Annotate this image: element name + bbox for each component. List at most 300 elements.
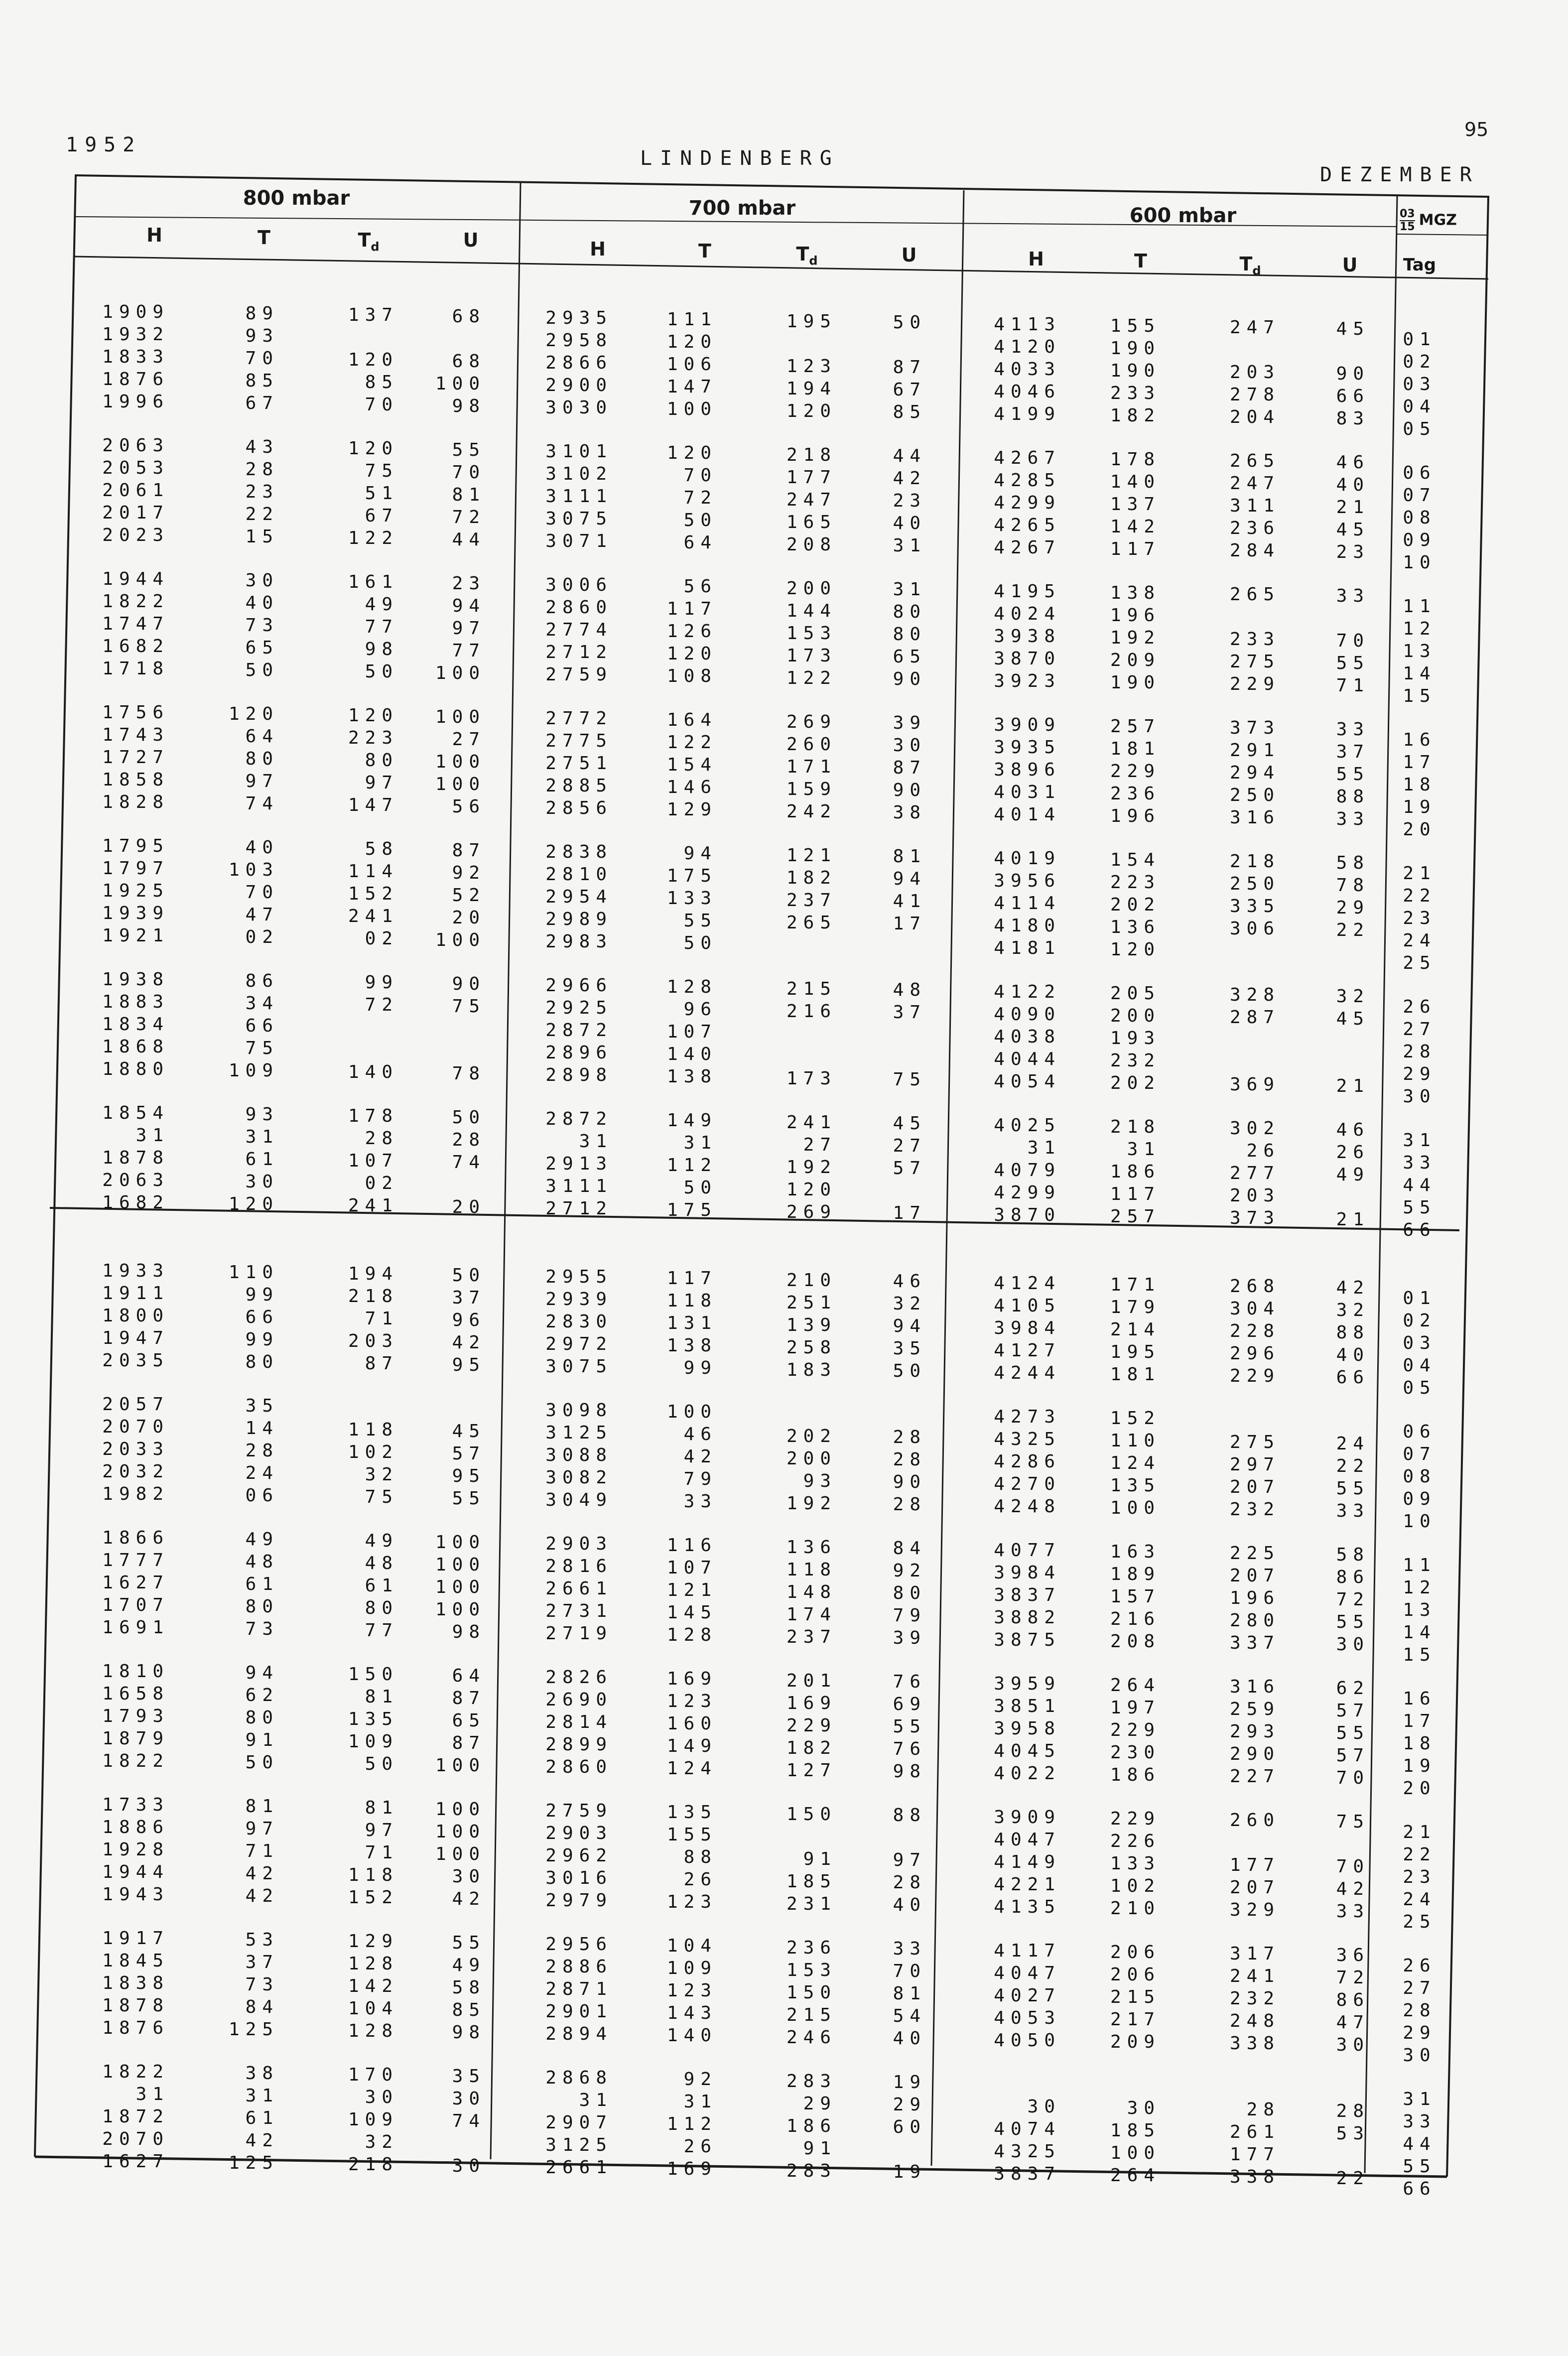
cell-p700-td: 200 (786, 1448, 837, 1469)
cell-p700-td: 200 (786, 578, 837, 599)
cell-p800-t: 70 (245, 882, 279, 903)
cell-p700-h: 3030 (545, 397, 613, 418)
cell-p700-t: 26 (683, 1869, 717, 1890)
cell-p800-td: 85 (365, 372, 398, 393)
cell-p600-u: 71 (1336, 675, 1370, 696)
cell-p600-u: 47 (1336, 2012, 1370, 2033)
cell-p600-td: 294 (1229, 763, 1280, 783)
cell-tag: 28 (1403, 2000, 1437, 2021)
cell-p800-t: 81 (245, 1796, 279, 1817)
cell-p700-t: 26 (683, 2136, 717, 2157)
cell-p800-h: 1925 (102, 881, 169, 901)
cell-p800-td: 152 (348, 884, 398, 904)
cell-p600-u: 62 (1336, 1678, 1370, 1699)
cell-p700-td: 192 (786, 1493, 837, 1514)
cell-p800-h: 1917 (102, 1928, 169, 1949)
cell-p700-u: 40 (893, 2028, 926, 2049)
cell-p800-td: 49 (365, 1531, 398, 1551)
cell-p600-u: 22 (1336, 1456, 1370, 1476)
cell-p700-h: 2935 (545, 308, 613, 328)
cell-tag: 27 (1403, 1978, 1437, 1998)
cell-p600-h: 4124 (994, 1273, 1061, 1294)
cell-p700-t: 31 (683, 1133, 717, 1153)
cell-p600-u: 53 (1336, 2123, 1370, 2144)
cell-p600-t: 190 (1110, 672, 1161, 693)
cell-p700-t: 107 (666, 1558, 717, 1578)
cell-p700-h: 2830 (545, 1311, 613, 1332)
cell-p700-td: 150 (786, 1982, 837, 2003)
cell-p800-h: 2023 (102, 525, 169, 545)
cell-p800-t: 61 (245, 1149, 279, 1170)
cell-p800-u: 30 (452, 1866, 486, 1887)
cell-p700-u: 17 (893, 1203, 926, 1223)
cell-p600-t: 181 (1110, 739, 1161, 759)
cell-p800-t: 86 (245, 971, 279, 991)
cell-p600-td: 227 (1229, 1766, 1280, 1787)
cell-p700-h: 2860 (545, 1757, 613, 1777)
cell-p800-t: 40 (245, 837, 279, 858)
cell-p800-t: 94 (245, 1663, 279, 1683)
cell-p600-t: 102 (1110, 1876, 1161, 1896)
cell-p600-h: 4025 (994, 1115, 1061, 1136)
cell-p800-u: 70 (452, 462, 486, 483)
cell-p700-t: 100 (666, 399, 717, 419)
cell-tag: 19 (1403, 797, 1437, 817)
cell-p800-td: 107 (348, 1151, 398, 1171)
cell-p700-h: 2872 (545, 1020, 613, 1041)
cell-p600-u: 55 (1336, 1612, 1370, 1632)
cell-p800-t: 31 (245, 1127, 279, 1147)
cell-p800-t: 50 (245, 1752, 279, 1773)
cell-p700-t: 138 (666, 1066, 717, 1087)
cell-p600-u: 57 (1336, 1701, 1370, 1721)
cell-p600-t: 233 (1110, 383, 1161, 403)
cell-p800-h: 1944 (102, 1862, 169, 1882)
cell-p600-h: 4127 (994, 1340, 1061, 1361)
cell-p800-h: 2061 (102, 480, 169, 501)
cell-p700-td: 283 (786, 2071, 837, 2092)
cell-p800-t: 47 (245, 905, 279, 925)
cell-p600-h: 4325 (994, 2141, 1061, 2162)
cell-p700-t: 129 (666, 799, 717, 820)
cell-p600-t: 31 (1127, 1139, 1161, 1160)
cell-p800-u: 77 (452, 641, 486, 661)
cell-p600-h: 4273 (994, 1407, 1061, 1427)
cell-p700-t: 94 (683, 843, 717, 864)
cell-p700-h: 2856 (545, 798, 613, 818)
cell-p700-u: 50 (893, 1361, 926, 1381)
cell-p600-td: 317 (1229, 1944, 1280, 1964)
cell-p600-u: 66 (1336, 386, 1370, 406)
cell-p800-h: 2070 (102, 1417, 169, 1437)
cell-p800-t: 30 (245, 1172, 279, 1192)
cell-p700-t: 140 (666, 2025, 717, 2046)
cell-p800-td: 98 (365, 639, 398, 659)
cell-tag: 55 (1403, 2156, 1437, 2177)
cell-p800-td: 178 (348, 1106, 398, 1126)
cell-p700-t: 108 (666, 666, 717, 686)
cell-p800-u: 65 (452, 1710, 486, 1731)
cell-p700-td: 237 (786, 1627, 837, 1647)
cell-p600-td: 265 (1229, 584, 1280, 605)
cell-p700-h: 2774 (545, 620, 613, 640)
cell-tag: 27 (1403, 1019, 1437, 1040)
cell-p700-td: 136 (786, 1537, 837, 1558)
cell-p800-t: 80 (245, 1352, 279, 1372)
cell-p700-td: 182 (786, 1738, 837, 1758)
cell-p700-h: 3125 (545, 1423, 613, 1443)
cell-p600-h: 4113 (994, 314, 1061, 335)
cell-tag: 05 (1403, 1378, 1437, 1398)
cell-p800-h: 1682 (102, 636, 169, 656)
cell-p700-td: 231 (786, 1894, 837, 1914)
cell-p800-td: 51 (365, 483, 398, 504)
cell-p700-t: 99 (683, 1358, 717, 1378)
cell-p600-h: 4019 (994, 848, 1061, 869)
cell-p600-t: 135 (1110, 1475, 1161, 1496)
cell-p700-u: 50 (893, 312, 926, 333)
cell-tag: 01 (1403, 1288, 1437, 1309)
cell-p700-t: 55 (683, 911, 717, 931)
cell-p600-u: 40 (1336, 475, 1370, 495)
cell-p800-td: 70 (365, 394, 398, 415)
cell-p800-t: 24 (245, 1463, 279, 1483)
cell-tag: 24 (1403, 1889, 1437, 1910)
cell-p700-u: 79 (893, 1605, 926, 1626)
cell-p800-u: 100 (435, 707, 486, 727)
cell-p800-td: 50 (365, 661, 398, 682)
cell-p700-h: 2900 (545, 375, 613, 395)
cell-tag: 18 (1403, 775, 1437, 795)
cell-p800-u: 49 (452, 1955, 486, 1975)
cell-p600-h: 4149 (994, 1852, 1061, 1872)
cell-p800-td: 109 (348, 1731, 398, 1752)
cell-p600-u: 72 (1336, 1589, 1370, 1610)
cell-p800-t: 35 (245, 1396, 279, 1416)
cell-p600-h: 4181 (994, 938, 1061, 958)
cell-p600-h: 3984 (994, 1318, 1061, 1338)
cell-p600-u: 24 (1336, 1434, 1370, 1454)
cell-p800-t: 06 (245, 1485, 279, 1506)
cell-p700-u: 55 (893, 1716, 926, 1737)
cell-p600-h: 4047 (994, 1963, 1061, 1983)
mgz-rule (1397, 234, 1488, 235)
cell-tag: 02 (1403, 352, 1437, 372)
cell-p600-h: 3958 (994, 1718, 1061, 1739)
cell-p800-t: 85 (245, 371, 279, 391)
cell-p600-td: 296 (1229, 1343, 1280, 1364)
cell-p700-u: 30 (893, 735, 926, 756)
cell-p700-u: 94 (893, 869, 926, 889)
cell-p800-td: 02 (365, 1173, 398, 1193)
cell-p800-h: 2057 (102, 1394, 169, 1415)
cell-p600-h: 3909 (994, 1807, 1061, 1828)
cell-p700-td: 194 (786, 379, 837, 399)
cell-p600-h: 3959 (994, 1674, 1061, 1694)
cell-p800-u: 28 (452, 1130, 486, 1150)
cell-p800-u: 100 (435, 374, 486, 394)
cell-p800-td: 87 (365, 1353, 398, 1374)
cell-p800-h: 1938 (102, 969, 169, 990)
cell-p800-td: 109 (348, 2109, 398, 2130)
cell-p600-t: 157 (1110, 1586, 1161, 1607)
cell-p700-t: 155 (666, 1825, 717, 1845)
cell-p700-h: 2816 (545, 1556, 613, 1576)
cell-p800-u: 55 (452, 1488, 486, 1509)
cell-tag: 07 (1403, 1444, 1437, 1464)
cell-p800-u: 100 (435, 1799, 486, 1820)
cell-p800-t: 97 (245, 771, 279, 791)
cell-p800-t: 125 (228, 2153, 279, 2173)
cell-p700-td: 185 (786, 1871, 837, 1892)
cell-p600-t: 163 (1110, 1542, 1161, 1562)
cell-tag: 30 (1403, 1086, 1437, 1107)
cell-p600-t: 190 (1110, 361, 1161, 381)
col-Td-800: $T_d$ (358, 229, 380, 254)
cell-tag: 31 (1403, 2089, 1437, 2109)
cell-p700-td: 123 (786, 356, 837, 377)
cell-p800-t: 89 (245, 303, 279, 324)
cell-p800-td: 77 (365, 1620, 398, 1641)
cell-p700-td: 173 (786, 1068, 837, 1089)
cell-p800-td: 118 (348, 1865, 398, 1885)
cell-p700-u: 28 (893, 1449, 926, 1470)
cell-p600-u: 21 (1336, 1076, 1370, 1096)
cell-p700-u: 28 (893, 1427, 926, 1447)
cell-p800-u: 68 (452, 306, 486, 327)
cell-p700-t: 46 (683, 1424, 717, 1444)
cell-p700-u: 84 (893, 1538, 926, 1559)
cell-p600-h: 4195 (994, 581, 1061, 602)
cell-p700-td: 258 (786, 1337, 837, 1358)
cell-p800-u: 97 (452, 618, 486, 639)
cell-p600-t: 200 (1110, 1006, 1161, 1026)
cell-p800-h: 1747 (102, 614, 169, 634)
cell-p700-td: 169 (786, 1693, 837, 1713)
cell-p600-u: 32 (1336, 986, 1370, 1007)
cell-p700-t: 140 (666, 1044, 717, 1064)
cell-p800-h: 1932 (102, 324, 169, 345)
cell-p700-h: 3102 (545, 464, 613, 484)
cell-tag: 16 (1403, 730, 1437, 750)
cell-p700-u: 92 (893, 1561, 926, 1581)
cell-p700-h: 2712 (545, 642, 613, 662)
cell-p700-u: 80 (893, 624, 926, 645)
cell-p700-h: 2661 (545, 2157, 613, 2178)
cell-p700-td: 260 (786, 734, 837, 755)
cell-p700-td: 182 (786, 868, 837, 888)
cell-p700-t: 123 (666, 1980, 717, 2001)
cell-p800-u: 100 (435, 663, 486, 683)
cell-tag: 66 (1403, 2179, 1437, 2199)
cell-p600-h: 4079 (994, 1160, 1061, 1180)
cell-p700-td: 91 (803, 1849, 837, 1869)
cell-p700-td: 229 (786, 1715, 837, 1736)
month-label: DEZEMBER (1320, 163, 1480, 186)
cell-p700-t: 128 (666, 977, 717, 997)
cell-p700-t: 146 (666, 777, 717, 797)
cell-p800-t: 37 (245, 1952, 279, 1972)
cell-p800-h: 1810 (102, 1661, 169, 1682)
cell-tag: 33 (1403, 2111, 1437, 2132)
cell-p700-td: 202 (786, 1426, 837, 1446)
cell-p800-h: 1834 (102, 1014, 169, 1035)
cell-p600-u: 72 (1336, 1967, 1370, 1988)
cell-p600-td: 228 (1229, 1321, 1280, 1341)
cell-p800-u: 87 (452, 840, 486, 861)
cell-p600-u: 75 (1336, 1812, 1370, 1832)
cell-p600-h: 3984 (994, 1563, 1061, 1583)
cell-p800-u: 74 (452, 2111, 486, 2131)
cell-tag: 08 (1403, 508, 1437, 528)
cell-p600-td: 268 (1229, 1276, 1280, 1297)
cell-tag: 15 (1403, 1645, 1437, 1665)
cell-p600-h: 4286 (994, 1451, 1061, 1472)
cell-p800-h: 1909 (102, 302, 169, 322)
cell-p800-h: 2032 (102, 1461, 169, 1482)
cell-p800-h: 1943 (102, 1884, 169, 1905)
cell-p600-u: 83 (1336, 408, 1370, 429)
cell-p800-t: 02 (245, 927, 279, 947)
cell-p600-h: 4248 (994, 1496, 1061, 1517)
cell-p700-h: 2966 (545, 975, 613, 996)
cell-p600-h: 3909 (994, 715, 1061, 735)
cell-p600-td: 207 (1229, 1877, 1280, 1898)
cell-p800-h: 1876 (102, 369, 169, 390)
cell-p700-t: 147 (666, 377, 717, 397)
cell-p800-u: 96 (452, 1310, 486, 1330)
cell-p600-t: 205 (1110, 983, 1161, 1004)
cell-p600-t: 226 (1110, 1831, 1161, 1851)
cell-tag: 08 (1403, 1466, 1437, 1487)
cell-p800-td: 102 (348, 1442, 398, 1462)
cell-p600-td: 261 (1229, 2122, 1280, 2142)
cell-p600-h: 3896 (994, 760, 1061, 780)
cell-p600-t: 110 (1110, 1431, 1161, 1451)
cell-p800-h: 1866 (102, 1528, 169, 1548)
cell-p600-h: 4045 (994, 1741, 1061, 1761)
cell-p800-td: 58 (365, 839, 398, 859)
cell-p600-h: 4285 (994, 470, 1061, 491)
cell-p700-t: 118 (666, 1291, 717, 1311)
cell-p700-td: 192 (786, 1157, 837, 1178)
cell-p700-t: 120 (666, 644, 717, 664)
cell-p600-h: 3837 (994, 1585, 1061, 1605)
cell-p600-h: 4074 (994, 2119, 1061, 2139)
cell-p800-u: 100 (435, 1532, 486, 1553)
cell-p800-h: 1868 (102, 1037, 169, 1057)
col-H-600: H (1028, 248, 1044, 270)
cell-p700-u: 29 (893, 2094, 926, 2115)
cell-p600-h: 4325 (994, 1429, 1061, 1449)
cell-p600-t: 154 (1110, 850, 1161, 870)
cell-p700-t: 107 (666, 1022, 717, 1042)
cell-p800-t: 73 (245, 615, 279, 636)
cell-p800-u: 44 (452, 529, 486, 550)
cell-p800-td: 75 (365, 461, 398, 481)
cell-p600-td: 250 (1229, 874, 1280, 894)
cell-p800-t: 93 (245, 326, 279, 346)
cell-tag: 33 (1403, 1153, 1437, 1173)
cell-p800-td: 48 (365, 1553, 398, 1573)
cell-p700-td: 251 (786, 1293, 837, 1313)
cell-p700-h: 3049 (545, 1490, 613, 1510)
cell-p600-u: 70 (1336, 1768, 1370, 1788)
cell-p800-td: 137 (348, 305, 398, 325)
cell-p600-u: 33 (1336, 1901, 1370, 1922)
cell-p700-h: 2751 (545, 753, 613, 774)
cell-p700-h: 3006 (545, 575, 613, 595)
cell-p600-u: 88 (1336, 1322, 1370, 1343)
cell-p600-td: 241 (1229, 1966, 1280, 1986)
cell-p800-t: 22 (245, 504, 279, 524)
cell-p600-td: 207 (1229, 1477, 1280, 1497)
cell-p700-h: 3101 (545, 441, 613, 462)
cell-p700-u: 81 (893, 846, 926, 867)
cell-p600-h: 3870 (994, 1205, 1061, 1225)
cell-p600-h: 4267 (994, 537, 1061, 558)
cell-p800-u: 45 (452, 1421, 486, 1441)
cell-p600-u: 33 (1336, 1501, 1370, 1521)
cell-tag: 28 (1403, 1042, 1437, 1062)
cell-p600-u: 58 (1336, 1545, 1370, 1565)
cell-p700-u: 87 (893, 357, 926, 378)
cell-p800-u: 56 (452, 796, 486, 817)
cell-p700-t: 104 (666, 1936, 717, 1956)
cell-p600-t: 218 (1110, 1117, 1161, 1137)
cell-p700-h: 2661 (545, 1578, 613, 1599)
cell-p800-h: 1777 (102, 1550, 169, 1571)
cell-p800-t: 23 (245, 482, 279, 502)
column-header-rule (74, 257, 1488, 279)
cell-p700-u: 85 (893, 402, 926, 422)
cell-p700-t: 42 (683, 1446, 717, 1467)
cell-p700-h: 31 (579, 2090, 613, 2110)
cell-p600-t: 209 (1110, 2032, 1161, 2052)
group-header-600: 600 mbar (1129, 204, 1237, 227)
cell-p600-td: 287 (1229, 1007, 1280, 1028)
cell-p700-td: 29 (803, 2094, 837, 2114)
cell-p600-h: 4024 (994, 604, 1061, 624)
cell-p800-u: 100 (435, 930, 486, 950)
cell-p700-td: 120 (786, 401, 837, 421)
cell-tag: 13 (1403, 641, 1437, 661)
cell-p600-u: 88 (1336, 786, 1370, 807)
cell-p600-u: 55 (1336, 1478, 1370, 1499)
cell-p600-t: 30 (1127, 2098, 1161, 2118)
cell-p700-u: 80 (893, 602, 926, 622)
cell-p700-h: 3075 (545, 509, 613, 529)
cell-p800-u: 98 (452, 2022, 486, 2043)
cell-p800-h: 1911 (102, 1283, 169, 1304)
cell-p700-h: 3125 (545, 2135, 613, 2155)
cell-p700-u: 81 (893, 1983, 926, 2004)
cell-p800-t: 110 (228, 1262, 279, 1283)
cell-tag: 06 (1403, 463, 1437, 483)
col-T-600: T (1134, 250, 1147, 272)
cell-p800-t: 66 (245, 1307, 279, 1327)
cell-p700-u: 90 (893, 1472, 926, 1492)
cell-p800-h: 1733 (102, 1795, 169, 1815)
group-divider-700-600 (931, 190, 964, 2166)
cell-p700-u: 98 (893, 1761, 926, 1782)
cell-p600-td: 275 (1229, 652, 1280, 672)
cell-p800-td: 218 (348, 1286, 398, 1307)
cell-p700-h: 2958 (545, 330, 613, 351)
cell-p700-t: 120 (666, 443, 717, 463)
cell-p600-t: 232 (1110, 1050, 1161, 1071)
cell-p600-h: 30 (1027, 2096, 1061, 2117)
